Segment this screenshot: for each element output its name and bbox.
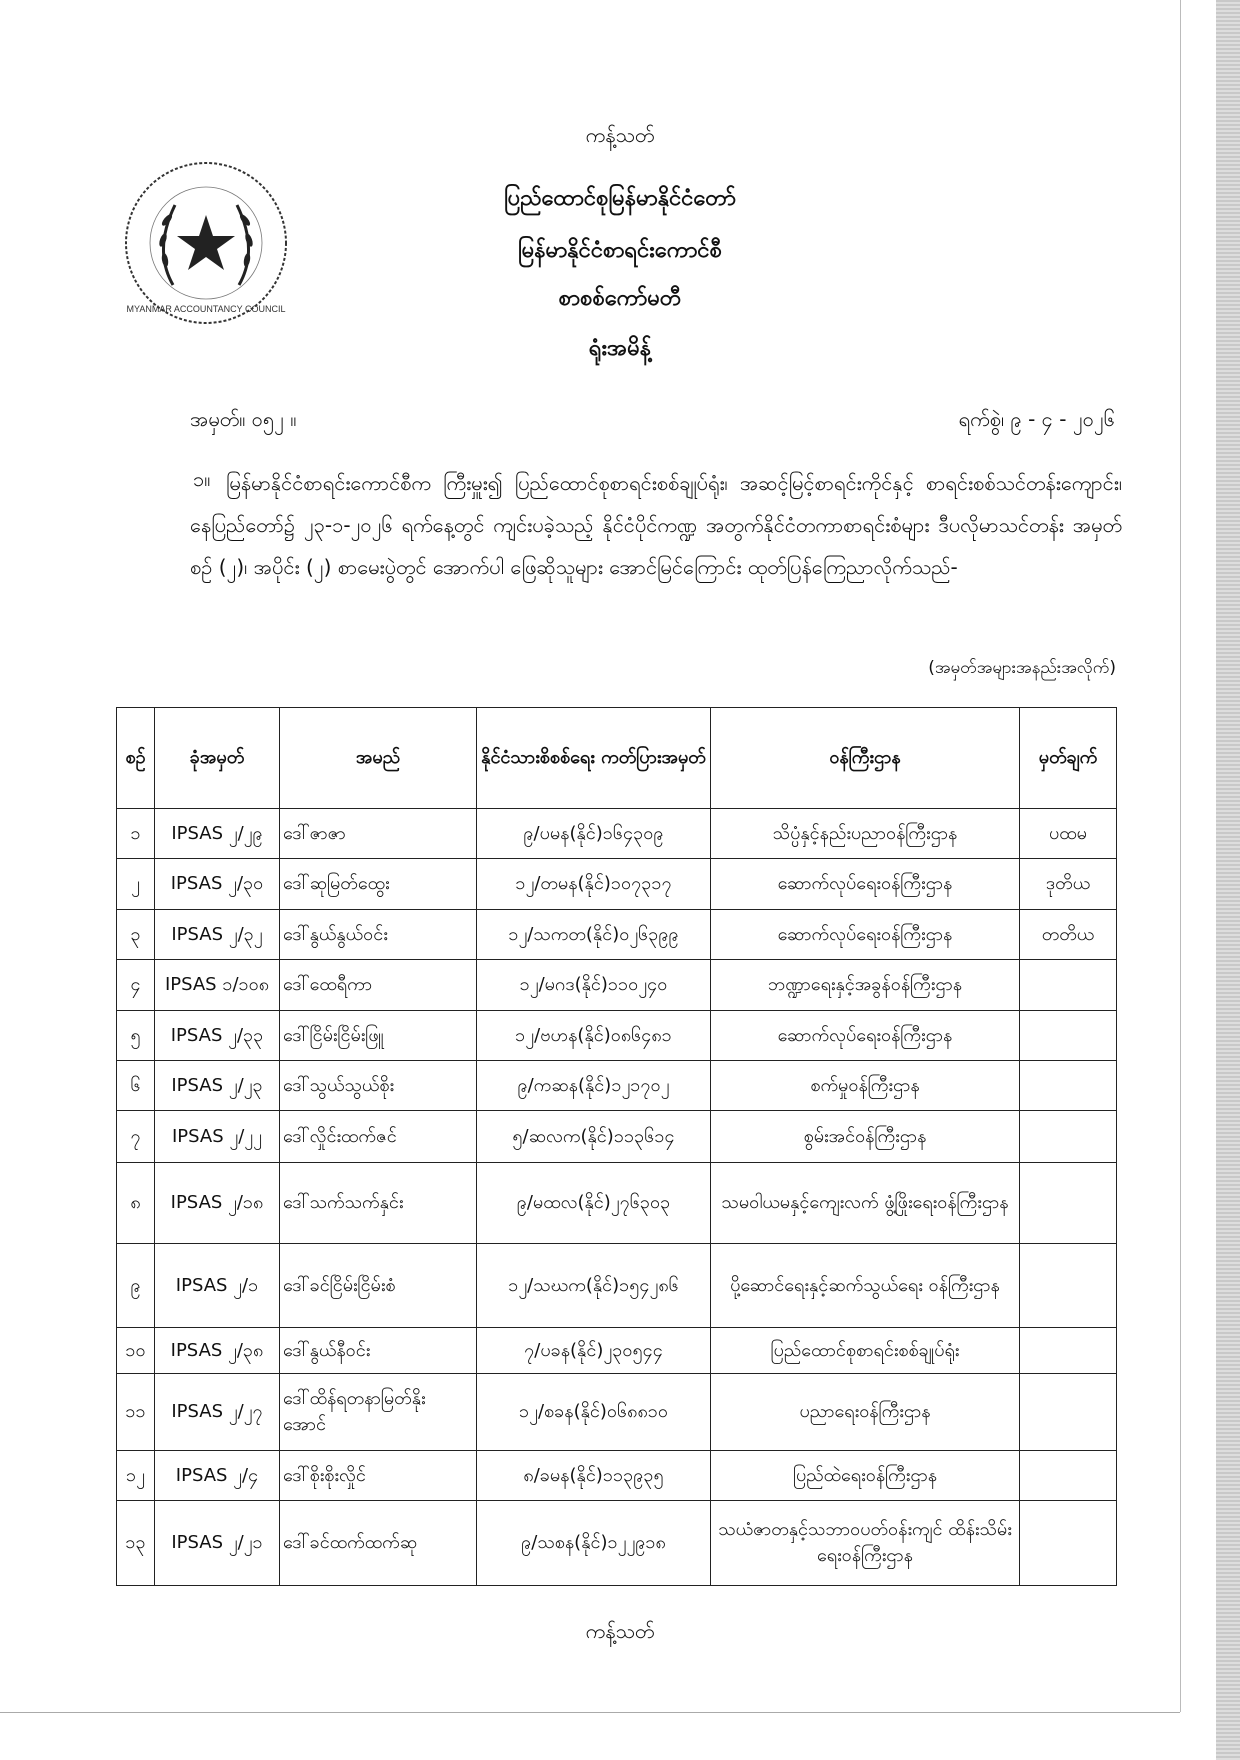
announcement-paragraph: မြန်မာနိုင်ငံစာရင်းကောင်စီက ကြီးမှူး၍ ပြည်ထောင်စုစာရင်းစစ်ချုပ်ရုံး၊ အဆင့်မြင့်စာရင်းကိုင်နှင့် စာရင်းစစ်သင်တန်းကျောင်း၊ နေပြည်တော်၌ ၂၃-၁-၂၀၂၆ ရက်နေ့တွင် ကျင်းပခဲ့သည့် နိုင်ငံပိုင်ကဏ္ဍ အတွက်နိုင်ငံတကာစာရင်းစံများ ဒီပလိုမာသင်တန်း အမှတ်စဉ် (၂)၊ အပိုင်း (၂) စာမေးပွဲတွင် အောက်ပါ ဖြေဆိုသူများ အောင်မြင်ကြောင်း ထုတ်ပြန်ကြေညာလိုက်သည်- <box>190 471 1122 579</box>
cell-ministry: ပညာရေးဝန်ကြီးဌာန <box>711 1374 1020 1451</box>
cell-seat-no: IPSAS ၂/၂၁ <box>155 1501 280 1586</box>
cell-nrc-no: ၉/မထလ(နိုင်)၂၇၆၃၀၃ <box>477 1163 711 1244</box>
svg-text:MYANMAR ACCOUNTANCY COUNCIL: MYANMAR ACCOUNTANCY COUNCIL <box>126 304 286 314</box>
table-row <box>117 1451 1117 1501</box>
cell-nrc-no: ၁၂/ဗဟန(နိုင်)၀၈၆၄၈၁ <box>477 1011 711 1061</box>
cell-ministry: သမဝါယမနှင့်ကျေးလက် ဖွံ့ဖြိုးရေးဝန်ကြီးဌာန <box>711 1163 1020 1244</box>
cell-ministry: ပြည်ထဲရေးဝန်ကြီးဌာန <box>711 1451 1020 1501</box>
cell-remark <box>1020 1374 1117 1451</box>
table-row <box>117 1328 1117 1374</box>
cell-name: ဒေါ်ငြိမ်းငြိမ်းဖြူ <box>280 1011 477 1061</box>
cell-seat-no: IPSAS ၂/၂၃ <box>155 1061 280 1111</box>
cell-nrc-no: ၈/ခမန(နိုင်)၁၁၃၉၃၅ <box>477 1451 711 1501</box>
table-row <box>117 859 1117 910</box>
table-row <box>117 1374 1117 1451</box>
cell-name: ဒေါ်ခင်ထက်ထက်ဆု <box>280 1501 477 1586</box>
table-row <box>117 1244 1117 1328</box>
title-line-1: ပြည်ထောင်စုမြန်မာနိုင်ငံတော် <box>504 186 736 211</box>
cell-serial: ၁၀ <box>117 1328 155 1374</box>
cell-serial: ၁၃ <box>117 1501 155 1586</box>
cell-nrc-no: ၅/ဆလက(နိုင်)၁၁၃၆၁၄ <box>477 1111 711 1163</box>
cell-name: ဒေါ်သက်သက်နှင်း <box>280 1163 477 1244</box>
table-row <box>117 1111 1117 1163</box>
table-row <box>117 910 1117 960</box>
cell-name: ဒေါ်နွယ်နွယ်ဝင်း <box>280 910 477 960</box>
cell-nrc-no: ၁၂/တမန(နိုင်)၁၀၇၃၁၇ <box>477 859 711 910</box>
cell-remark: ဒုတိယ <box>1020 859 1117 910</box>
table-header-row <box>117 708 1117 809</box>
cell-nrc-no: ၁၂/သကတ(နိုင်)၀၂၆၃၉၉ <box>477 910 711 960</box>
title-line-3: စာစစ်ကော်မတီ <box>558 286 682 311</box>
classification-bottom: ကန့်သတ် <box>585 1619 655 1643</box>
cell-name: ဒေါ်နွယ်နီဝင်း <box>280 1328 477 1374</box>
cell-serial: ၆ <box>117 1061 155 1111</box>
cell-remark <box>1020 1244 1117 1328</box>
cell-ministry: စက်မှုဝန်ကြီးဌာန <box>711 1061 1020 1111</box>
cell-seat-no: IPSAS ၂/၃၈ <box>155 1328 280 1374</box>
cell-nrc-no: ၁၂/စခန(နိုင်)၀၆၈၈၁၀ <box>477 1374 711 1451</box>
cell-nrc-no: ၁၂/သဃက(နိုင်)၁၅၄၂၈၆ <box>477 1244 711 1328</box>
cell-serial: ၈ <box>117 1163 155 1244</box>
cell-nrc-no: ၉/ပမန(နိုင်)၁၆၄၃၀၉ <box>477 809 711 859</box>
cell-remark: တတိယ <box>1020 910 1117 960</box>
header-remark: မှတ်ချက် <box>1020 708 1117 809</box>
cell-name: ဒေါ်ဆုမြတ်ထွေး <box>280 859 477 910</box>
cell-seat-no: IPSAS ၂/၁ <box>155 1244 280 1328</box>
table-row <box>117 1163 1117 1244</box>
table-row <box>117 809 1117 859</box>
header-nrc-no: နိုင်ငံသားစိစစ်ရေး ကတ်ပြားအမှတ် <box>477 708 711 809</box>
classification-top: ကန့်သတ် <box>585 123 655 147</box>
cell-nrc-no: ၉/ကဆန(နိုင်)၁၂၁၇၀၂ <box>477 1061 711 1111</box>
cell-ministry: ဆောက်လုပ်ရေးဝန်ကြီးဌာန <box>711 910 1020 960</box>
order-number: အမှတ်။ ၀၅၂ ။ <box>190 407 297 431</box>
order-date: ရက်စွဲ၊ ၉ - ၄ - ၂၀၂၆ <box>958 407 1115 431</box>
title-line-4: ရုံးအမိန့် <box>588 336 652 361</box>
cell-ministry: သိပ္ပံနှင့်နည်းပညာဝန်ကြီးဌာန <box>711 809 1020 859</box>
cell-remark <box>1020 1111 1117 1163</box>
cell-ministry: ဆောက်လုပ်ရေးဝန်ကြီးဌာန <box>711 859 1020 910</box>
cell-seat-no: IPSAS ၁/၁၀၈ <box>155 960 280 1011</box>
cell-remark <box>1020 1011 1117 1061</box>
cell-seat-no: IPSAS ၂/၃၂ <box>155 910 280 960</box>
cell-remark <box>1020 1328 1117 1374</box>
cell-remark <box>1020 960 1117 1011</box>
header-ministry: ဝန်ကြီးဌာန <box>711 708 1020 809</box>
cell-seat-no: IPSAS ၂/၂၂ <box>155 1111 280 1163</box>
cell-remark <box>1020 1501 1117 1586</box>
cell-serial: ၃ <box>117 910 155 960</box>
header-name: အမည် <box>280 708 477 809</box>
cell-name: ဒေါ်ခင်ငြိမ်းငြိမ်းစံ <box>280 1244 477 1328</box>
cell-name: ဒေါ်လှိုင်းထက်ဇင် <box>280 1111 477 1163</box>
cell-ministry: သယံဇာတနှင့်သဘာဝပတ်ဝန်းကျင် ထိန်းသိမ်းရေးဝန်ကြီးဌာန <box>711 1501 1020 1586</box>
cell-nrc-no: ၉/သစန(နိုင်)၁၂၂၉၁၈ <box>477 1501 711 1586</box>
cell-nrc-no: ၇/ပခန(နိုင်)၂၃၀၅၄၄ <box>477 1328 711 1374</box>
cell-serial: ၉ <box>117 1244 155 1328</box>
cell-name: ဒေါ်စိုးစိုးလှိုင် <box>280 1451 477 1501</box>
cell-ministry: ပြည်ထောင်စုစာရင်းစစ်ချုပ်ရုံး <box>711 1328 1020 1374</box>
cell-name: ဒေါ်ထိန်ရတနာမြတ်နိုး အောင် <box>280 1374 477 1451</box>
cell-remark: ပထမ <box>1020 809 1117 859</box>
header-serial: စဉ် <box>117 708 155 809</box>
paragraph-number: ၁။ <box>193 467 211 491</box>
cell-seat-no: IPSAS ၂/၃၀ <box>155 859 280 910</box>
cell-serial: ၁၁ <box>117 1374 155 1451</box>
table-row <box>117 960 1117 1011</box>
cell-ministry: ဆောက်လုပ်ရေးဝန်ကြီးဌာန <box>711 1011 1020 1061</box>
table-row <box>117 1501 1117 1586</box>
cell-serial: ၁ <box>117 809 155 859</box>
cell-serial: ၇ <box>117 1111 155 1163</box>
cell-ministry: စွမ်းအင်ဝန်ကြီးဌာန <box>711 1111 1020 1163</box>
cell-serial: ၄ <box>117 960 155 1011</box>
cell-seat-no: IPSAS ၂/၃၃ <box>155 1011 280 1061</box>
cell-serial: ၂ <box>117 859 155 910</box>
cell-name: ဒေါ်ဇာဇာ <box>280 809 477 859</box>
cell-seat-no: IPSAS ၂/၄ <box>155 1451 280 1501</box>
cell-seat-no: IPSAS ၂/၂၇ <box>155 1374 280 1451</box>
cell-remark <box>1020 1451 1117 1501</box>
results-table <box>116 707 1117 1586</box>
order-note: (အမှတ်အများအနည်းအလိုက်) <box>928 658 1116 678</box>
table-row <box>117 1011 1117 1061</box>
cell-serial: ၁၂ <box>117 1451 155 1501</box>
cell-ministry: ပို့ဆောင်ရေးနှင့်ဆက်သွယ်ရေး ဝန်ကြီးဌာန <box>711 1244 1020 1328</box>
cell-name: ဒေါ်သွယ်သွယ်စိုး <box>280 1061 477 1111</box>
table-row <box>117 1061 1117 1111</box>
cell-seat-no: IPSAS ၂/၂၉ <box>155 809 280 859</box>
cell-remark <box>1020 1163 1117 1244</box>
cell-serial: ၅ <box>117 1011 155 1061</box>
page-edge-bottom <box>0 1712 1180 1713</box>
cell-nrc-no: ၁၂/မဂဒ(နိုင်)၁၁၀၂၄၀ <box>477 960 711 1011</box>
title-line-2: မြန်မာနိုင်ငံစာရင်းကောင်စီ <box>518 238 722 263</box>
cell-ministry: ဘဏ္ဍာရေးနှင့်အခွန်ဝန်ကြီးဌာန <box>711 960 1020 1011</box>
cell-seat-no: IPSAS ၂/၁၈ <box>155 1163 280 1244</box>
cell-name: ဒေါ်ထေရီကာ <box>280 960 477 1011</box>
header-seat-no: ခုံအမှတ် <box>155 708 280 809</box>
cell-remark <box>1020 1061 1117 1111</box>
